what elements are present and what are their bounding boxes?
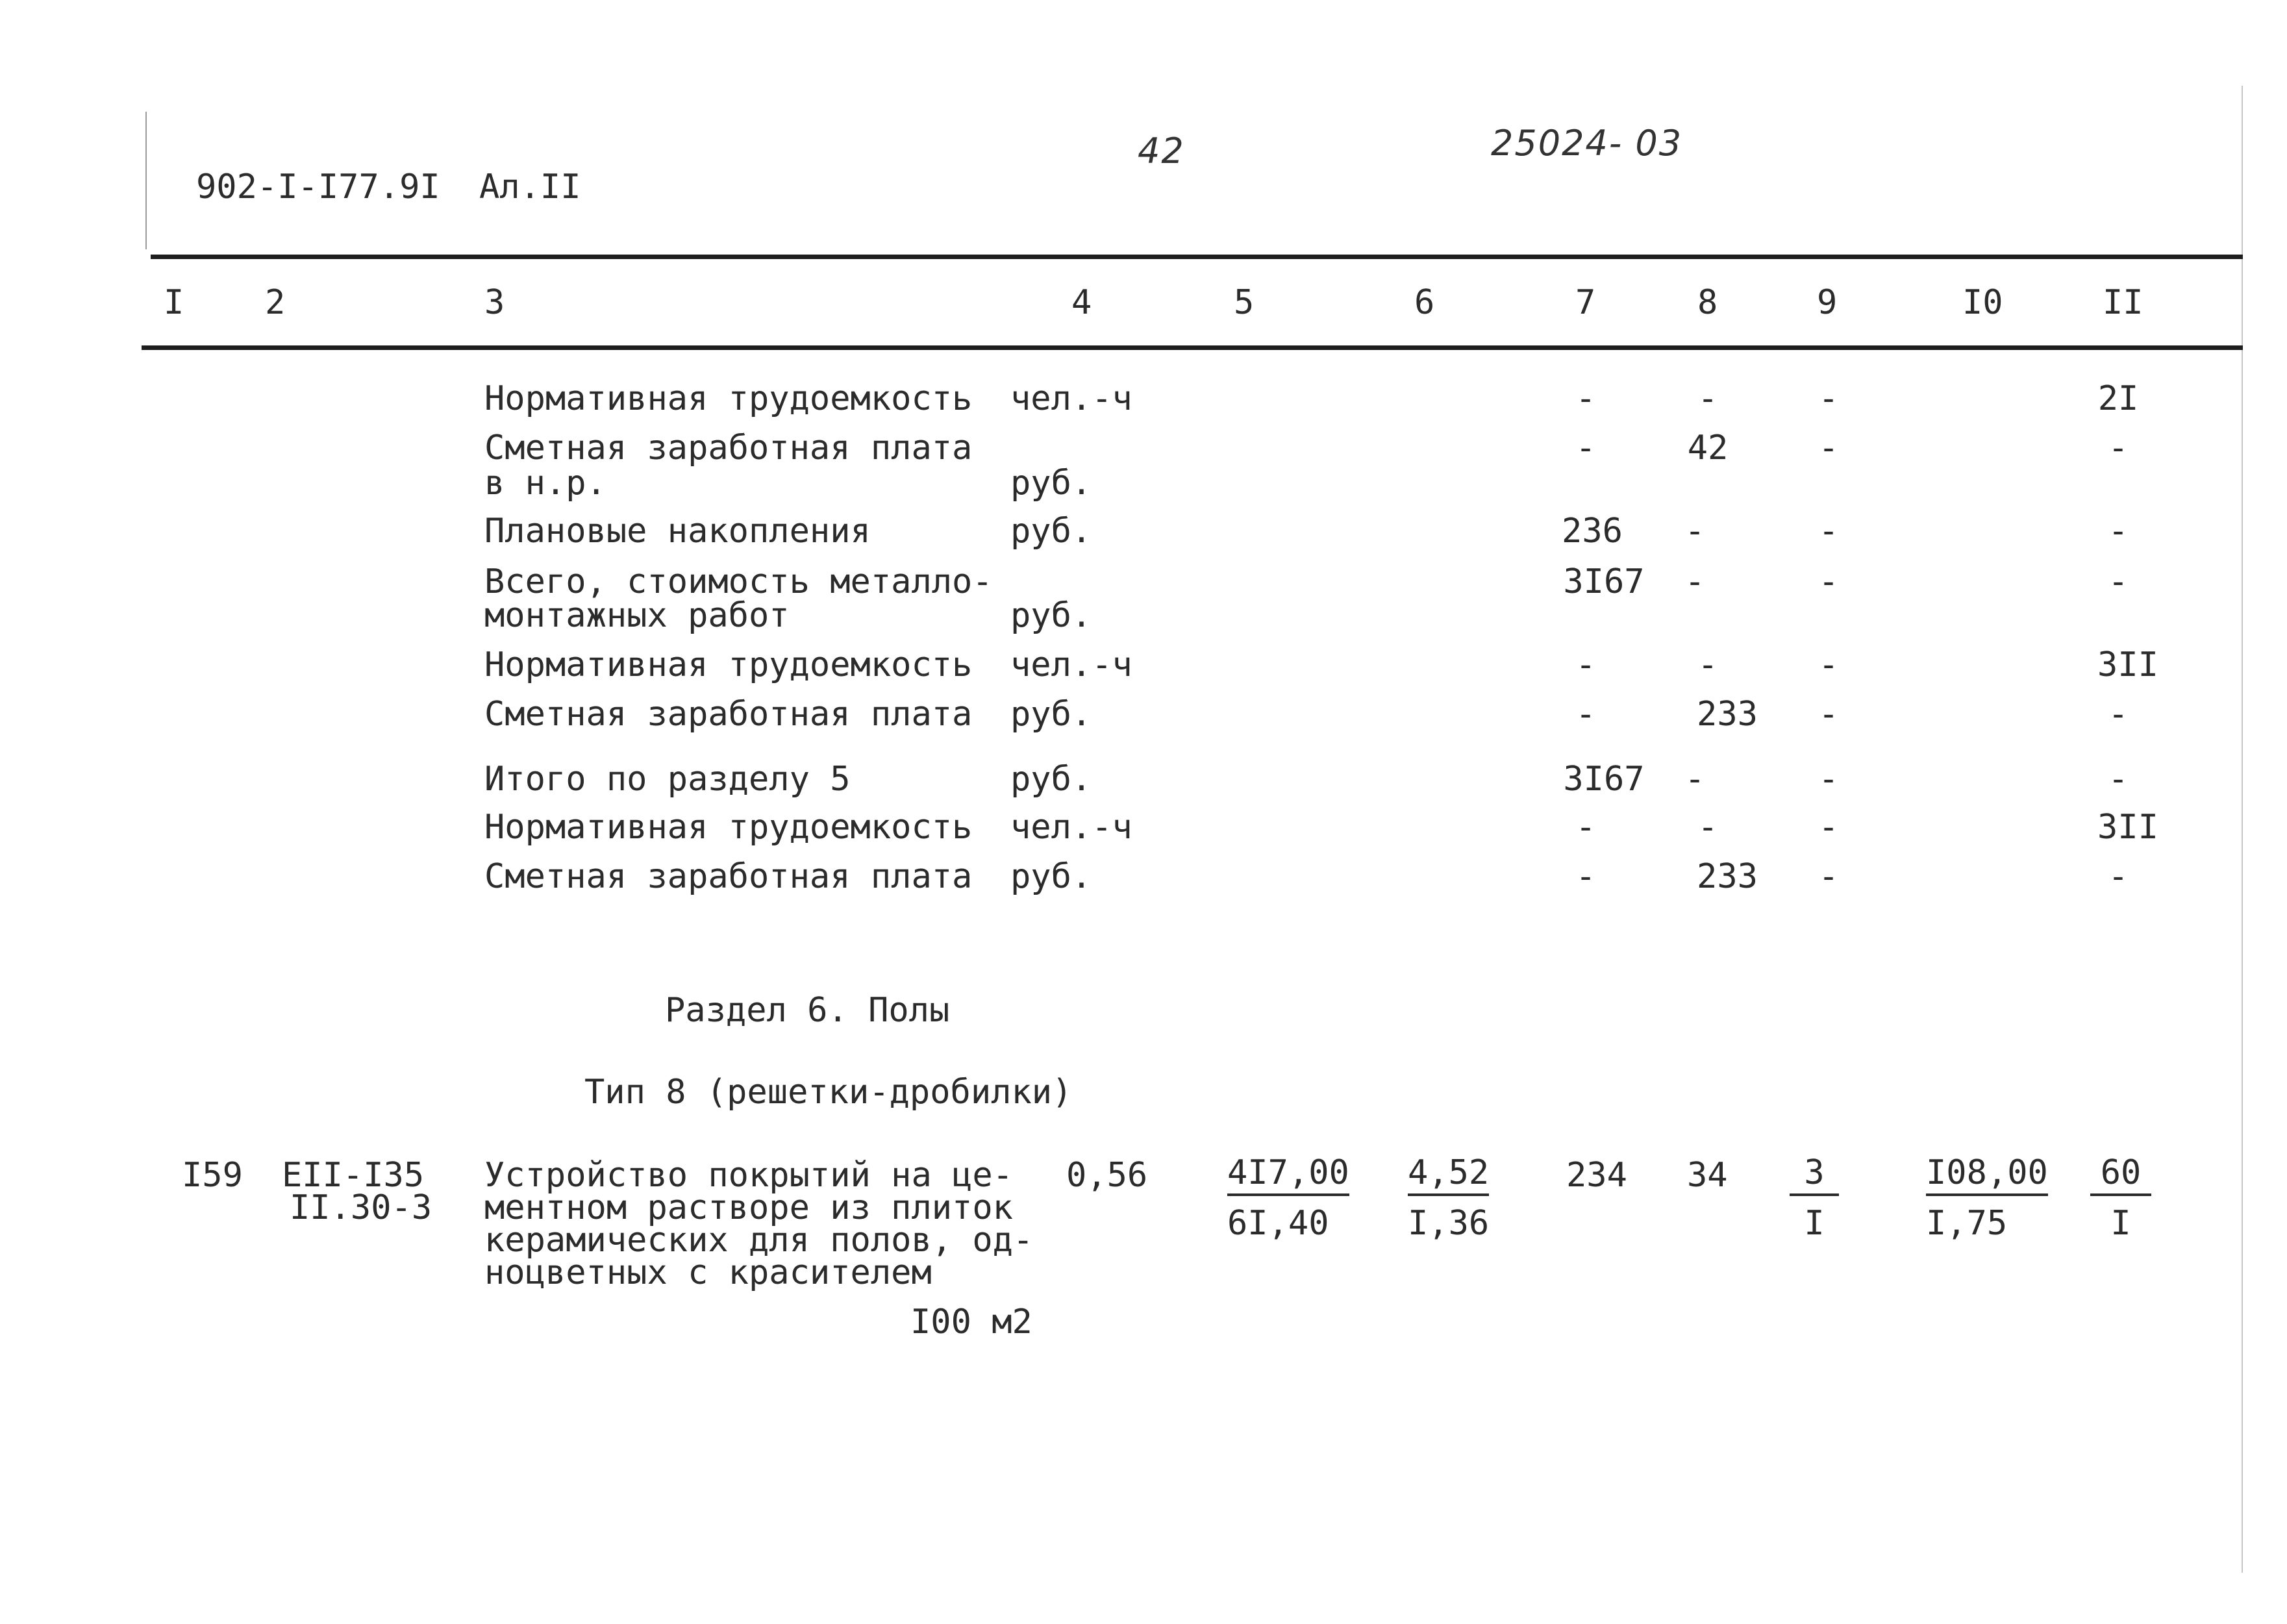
summary-row-col9: - — [1818, 645, 1839, 684]
item-col5-top — [1227, 1153, 1349, 1192]
summary-row-col7: - — [1575, 645, 1596, 684]
col-header-2: 2 — [265, 283, 286, 322]
summary-row-col8: - — [1697, 645, 1718, 684]
summary-row-col11: 3II — [2097, 808, 2158, 847]
summary-row-col9: - — [1818, 695, 1839, 734]
summary-row-col7: - — [1575, 695, 1596, 734]
summary-row-col8: - — [1684, 760, 1705, 799]
col-header-7: 7 — [1575, 283, 1596, 322]
col-header-8: 8 — [1697, 283, 1718, 322]
left-margin-line — [145, 112, 147, 249]
summary-row-col7: 3I67 — [1563, 760, 1645, 799]
item-col11-bottom: I — [2110, 1204, 2131, 1243]
summary-row-unit: чел.-ч — [1010, 808, 1132, 847]
summary-row-unit: руб. — [1010, 596, 1092, 635]
col-header-3: 3 — [484, 283, 505, 322]
col-header-4: 4 — [1071, 283, 1092, 322]
summary-row-name: Нормативная трудоемкость — [484, 808, 973, 847]
header-bottom-rule — [142, 345, 2243, 350]
doc-code: 902-I-I77.9I — [196, 168, 440, 206]
item-number: I59 — [182, 1156, 243, 1195]
summary-row-name: Нормативная трудоемкость — [484, 645, 973, 684]
item-code-secondary: II.30-3 — [290, 1188, 432, 1227]
summary-row-unit: руб. — [1010, 464, 1092, 503]
summary-row-col8: 42 — [1687, 429, 1729, 468]
summary-row-name: Сметная заработная плата — [484, 857, 973, 896]
summary-row-col8: - — [1697, 379, 1718, 418]
summary-row-col8: - — [1697, 808, 1718, 847]
col-header-11: II — [2103, 283, 2143, 322]
section-title: Раздел 6. Полы — [665, 991, 950, 1030]
summary-row-unit: чел.-ч — [1010, 379, 1132, 418]
col-header-1: I — [164, 283, 184, 322]
item-col6-top — [1408, 1153, 1490, 1192]
album-label: Ал.II — [479, 168, 581, 206]
item-col6-bottom: I,36 — [1408, 1204, 1490, 1243]
summary-row-unit: руб. — [1010, 760, 1092, 799]
summary-row-col7: - — [1575, 379, 1596, 418]
item-description-line: Устройство покрытий на це- — [484, 1156, 1013, 1195]
item-col7: 234 — [1566, 1156, 1627, 1195]
summary-row-name: Сметная заработная плата — [484, 695, 973, 734]
item-quantity: 0,56 — [1066, 1156, 1148, 1195]
item-col10-bottom: I,75 — [1926, 1204, 2008, 1243]
summary-row-col7: 236 — [1562, 512, 1623, 551]
col-header-10: I0 — [1962, 283, 2003, 322]
right-margin-line — [2242, 86, 2243, 1573]
type-title: Тип 8 (решетки-дробилки) — [584, 1073, 1073, 1112]
item-col8: 34 — [1687, 1156, 1728, 1195]
summary-row-col8: - — [1684, 512, 1705, 551]
item-col5-top-value: 4I7,00 — [1227, 1153, 1349, 1196]
summary-row-col11: - — [2108, 562, 2129, 601]
item-col10-top-value: I08,00 — [1926, 1153, 2048, 1196]
summary-row-name: Всего, стоимость металло- — [484, 562, 993, 601]
summary-row-col8: - — [1684, 562, 1705, 601]
col-header-6: 6 — [1414, 283, 1435, 322]
item-col9-top-value: 3 — [1790, 1153, 1838, 1196]
summary-row-name: Итого по разделу 5 — [484, 760, 851, 799]
summary-row-col9: - — [1818, 429, 1839, 468]
page-number: 42 — [1138, 131, 1185, 171]
col-header-5: 5 — [1234, 283, 1255, 322]
summary-row-unit: руб. — [1010, 695, 1092, 734]
summary-row-col11: - — [2108, 857, 2129, 896]
summary-row-unit: руб. — [1010, 857, 1092, 896]
summary-row-name-cont: в н.р. — [484, 464, 606, 503]
header-top-rule — [151, 255, 2243, 259]
summary-row-col11: - — [2108, 512, 2129, 551]
col-header-9: 9 — [1817, 283, 1838, 322]
summary-row-col11: 2I — [2097, 379, 2139, 418]
summary-row-name: Нормативная трудоемкость — [484, 379, 973, 418]
summary-row-col9: - — [1818, 562, 1839, 601]
summary-row-col7: - — [1575, 808, 1596, 847]
summary-row-col8: 233 — [1697, 695, 1758, 734]
item-col11-top-value: 60 — [2090, 1153, 2152, 1196]
summary-row-col9: - — [1818, 808, 1839, 847]
summary-row-col11: - — [2108, 695, 2129, 734]
summary-row-col8: 233 — [1697, 857, 1758, 896]
item-description-line: керамических для полов, од- — [484, 1221, 1034, 1260]
summary-row-col7: - — [1575, 857, 1596, 896]
item-unit: I00 м2 — [910, 1303, 1032, 1342]
summary-row-col11: - — [2108, 429, 2129, 468]
item-col5-bottom: 6I,40 — [1227, 1204, 1329, 1243]
summary-row-col11: - — [2108, 760, 2129, 799]
summary-row-name: Плановые накопления — [484, 512, 871, 551]
item-code-primary: EII-I35 — [282, 1156, 425, 1195]
summary-row-col9: - — [1818, 760, 1839, 799]
summary-row-col7: - — [1575, 429, 1596, 468]
summary-row-name: Сметная заработная плата — [484, 429, 973, 468]
summary-row-col9: - — [1818, 857, 1839, 896]
item-col9-top — [1782, 1153, 1847, 1192]
item-description-line: ноцветных с красителем — [484, 1253, 932, 1292]
summary-row-unit: руб. — [1010, 512, 1092, 551]
summary-row-col9: - — [1818, 512, 1839, 551]
reference-number: 25024- 03 — [1491, 123, 1683, 164]
item-description-line: ментном растворе из плиток — [484, 1188, 1013, 1227]
item-col10-top — [1926, 1153, 2048, 1192]
summary-row-unit: чел.-ч — [1010, 645, 1132, 684]
item-col11-top — [2082, 1153, 2160, 1192]
summary-row-col7: 3I67 — [1563, 562, 1645, 601]
item-col6-top-value: 4,52 — [1408, 1153, 1489, 1196]
item-col9-bottom: I — [1804, 1204, 1825, 1243]
summary-row-col11: 3II — [2097, 645, 2158, 684]
summary-row-col9: - — [1818, 379, 1839, 418]
summary-row-name-cont: монтажных работ — [484, 596, 790, 635]
